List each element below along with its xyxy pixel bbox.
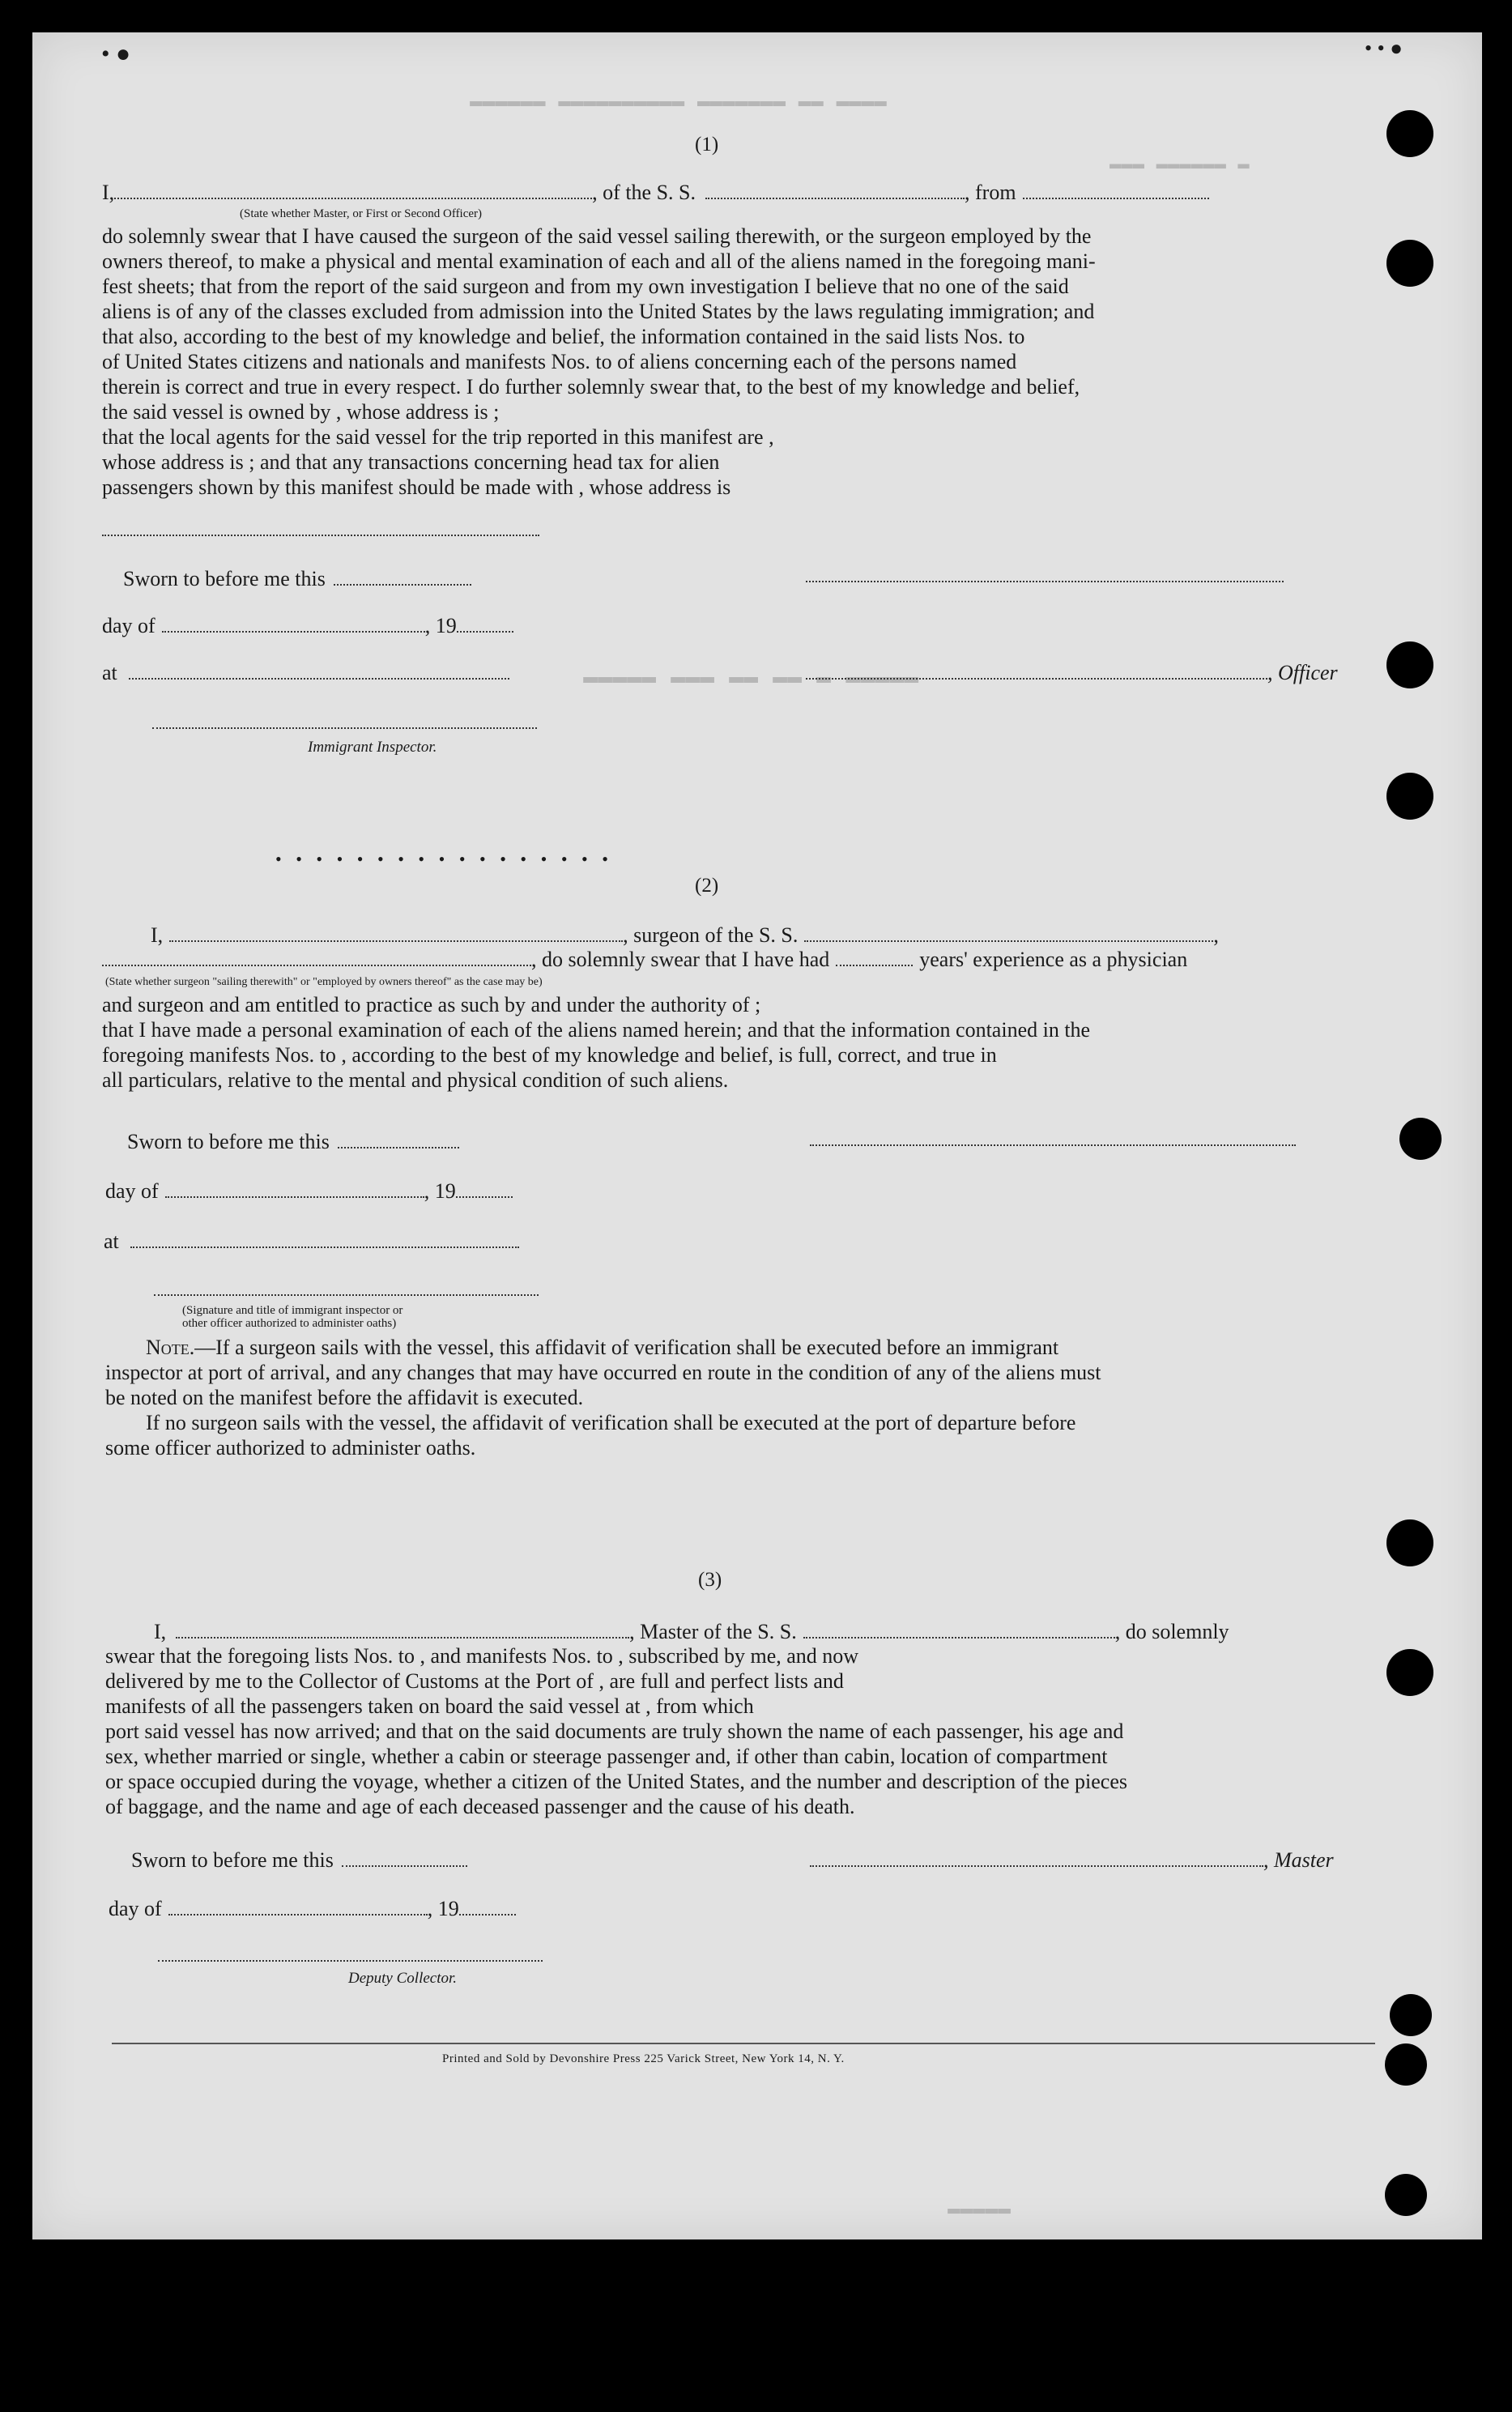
separator-dots: • • • • • • • • • • • • • • • • • (275, 849, 613, 869)
punch-hole (1386, 110, 1433, 157)
punch-hole (1385, 2174, 1427, 2216)
caption-surgeon: (State whether surgeon "sailing therewith" or "employed by owners thereof" as the case may be) (105, 976, 543, 988)
section-2-number: (2) (695, 875, 719, 897)
bleed-through-middle: ▬▬▬▬▬ ▬ ▬▬ ▬▬ ▬▬▬ ▬▬▬▬▬ (583, 664, 919, 692)
caption-master-officer: (State whether Master, or First or Second Officer) (240, 207, 483, 220)
punch-hole (1386, 240, 1433, 287)
sec1-officer: , Officer (806, 661, 1338, 685)
bleed-through-bottom: ▬▬▬▬▬ (948, 2197, 1012, 2221)
sec3-deputy-collector: Deputy Collector. (348, 1970, 458, 1987)
sig-caption-1: (Signature and title of immigrant inspector or (182, 1304, 403, 1317)
sec3-oath-text: swear that the foregoing lists Nos. to , and manifests Nos. to , subscribed by me, and now delivered by me to the Collector of Customs at the Port of , are full and perfect lists and manifests of all the passengers taken on board the said vessel at , from which port said vessel has now arrived; and that on the said documents are truly shown the name of each passenger, his age and sex, whether married or single, whether a cabin or steerage passenger and, if other than cabin, location of compartment or space occupied during the voyage, whether a citizen of the United States, and the number and description of the pieces of baggage, and the name and age of each deceased passenger and the cause of his death. (105, 1644, 1128, 1818)
sec1-sworn: Sworn to before me this (123, 567, 471, 591)
punch-hole (1386, 773, 1433, 820)
manifest-page (32, 32, 1482, 2239)
sec2-at: at (104, 1229, 519, 1254)
sec2-note: Note.—If a surgeon sails with the vessel, this affidavit of verification shall be executed before an immigrant inspector at port of arrival, and any changes that may have occurred en route in the condition of any of the aliens must be noted on the manifest before the affidavit is executed. If no surgeon sails with the vessel, the affidavit of verification shall be executed at the port of departure before some officer authorized to administer oaths. (105, 1336, 1101, 1460)
sec2-oath-text: and surgeon and am entitled to practice as such by and under the authority of ; that I have made a personal examination of each of the aliens named herein; and that the information contained in the foregoing manifests Nos. to , according to the best of my knowledge and belief, is full, correct, and true in all particulars, relative to the mental and physical condition of such aliens. (102, 993, 1091, 1092)
sec1-day-of: day of , 19 (102, 614, 513, 638)
punch-hole (1386, 1649, 1433, 1696)
printer-footer: Printed and Sold by Devonshire Press 225 Varick Street, New York 14, N. Y. (442, 2052, 845, 2065)
sec2-day-of: day of , 19 (105, 1179, 513, 1204)
sec1-line-i: I, , of the S. S. , from (102, 181, 1209, 205)
section-1-number: (1) (695, 134, 719, 156)
sec2-line-2: , do solemnly swear that I have had years' experience as a physician (102, 948, 1187, 972)
sec1-oath-text: do solemnly swear that I have caused the surgeon of the said vessel sailing therewith, or the surgeon employed by the owners thereof, to make a physical and mental examination of each and all of the aliens named in the foregoing mani- fest sheets; that from the report of the said surgeon and from my own investigation I believe that no one of the said aliens is of any of the classes excluded from admission into the United States by the laws regulating immigration; and that also, according to the best of my knowledge and belief, the information contained in the said lists Nos. to of United States citizens and nationals and manifests Nos. to of aliens concerning each of the persons named therein is correct and true in every respect. I do further solemnly swear that, to the best of my knowledge and belief, the said vessel is owned by , whose address is ; that the local agents for the said vessel for the trip reported in this manifest are , whose address is ; and that any transactions concerning head tax for alien passengers shown by this manifest should be made with , whose address is (102, 224, 1096, 499)
punch-hole (1390, 1994, 1432, 2036)
punch-hole (1386, 641, 1433, 688)
ink-specks-right: • • ● (1365, 36, 1403, 60)
sec2-signature-line (810, 1144, 1296, 1146)
sec3-line-i: I, , Master of the S. S. , do solemnly (154, 1620, 1229, 1643)
bleed-through-stamp: ▬▬▬ ▬▬▬▬▬▬ ▬ (1110, 154, 1250, 176)
sec2-line-i: I, , surgeon of the S. S. , (151, 923, 1219, 947)
punch-hole (1386, 1519, 1433, 1566)
sec3-master: , Master (810, 1848, 1334, 1873)
bleed-through-heading: ▬▬▬▬ ▬▬ ▬▬▬▬▬▬▬ ▬▬▬▬▬▬▬▬▬▬ ▬▬▬▬▬▬ (470, 89, 887, 113)
punch-hole (1385, 2043, 1427, 2086)
sec1-signature-line (806, 581, 1284, 582)
sec2-inspector-line (154, 1294, 539, 1296)
sec1-at: at (102, 661, 509, 685)
sec3-day-of: day of , 19 (109, 1897, 516, 1921)
footer-rule (112, 2043, 1375, 2044)
sec3-sworn: Sworn to before me this (131, 1848, 467, 1873)
sec1-immigrant-inspector: Immigrant Inspector. (308, 739, 437, 756)
section-3-number: (3) (698, 1569, 722, 1591)
ink-specks-left: • ● (101, 40, 131, 67)
sig-caption-2: other officer authorized to administer oaths) (182, 1317, 397, 1330)
sec3-collector-line (158, 1960, 543, 1962)
sec1-inspector-line (152, 727, 537, 729)
punch-hole (1399, 1118, 1442, 1160)
sec1-blank-line (102, 535, 539, 536)
sec2-sworn: Sworn to before me this (127, 1130, 459, 1154)
